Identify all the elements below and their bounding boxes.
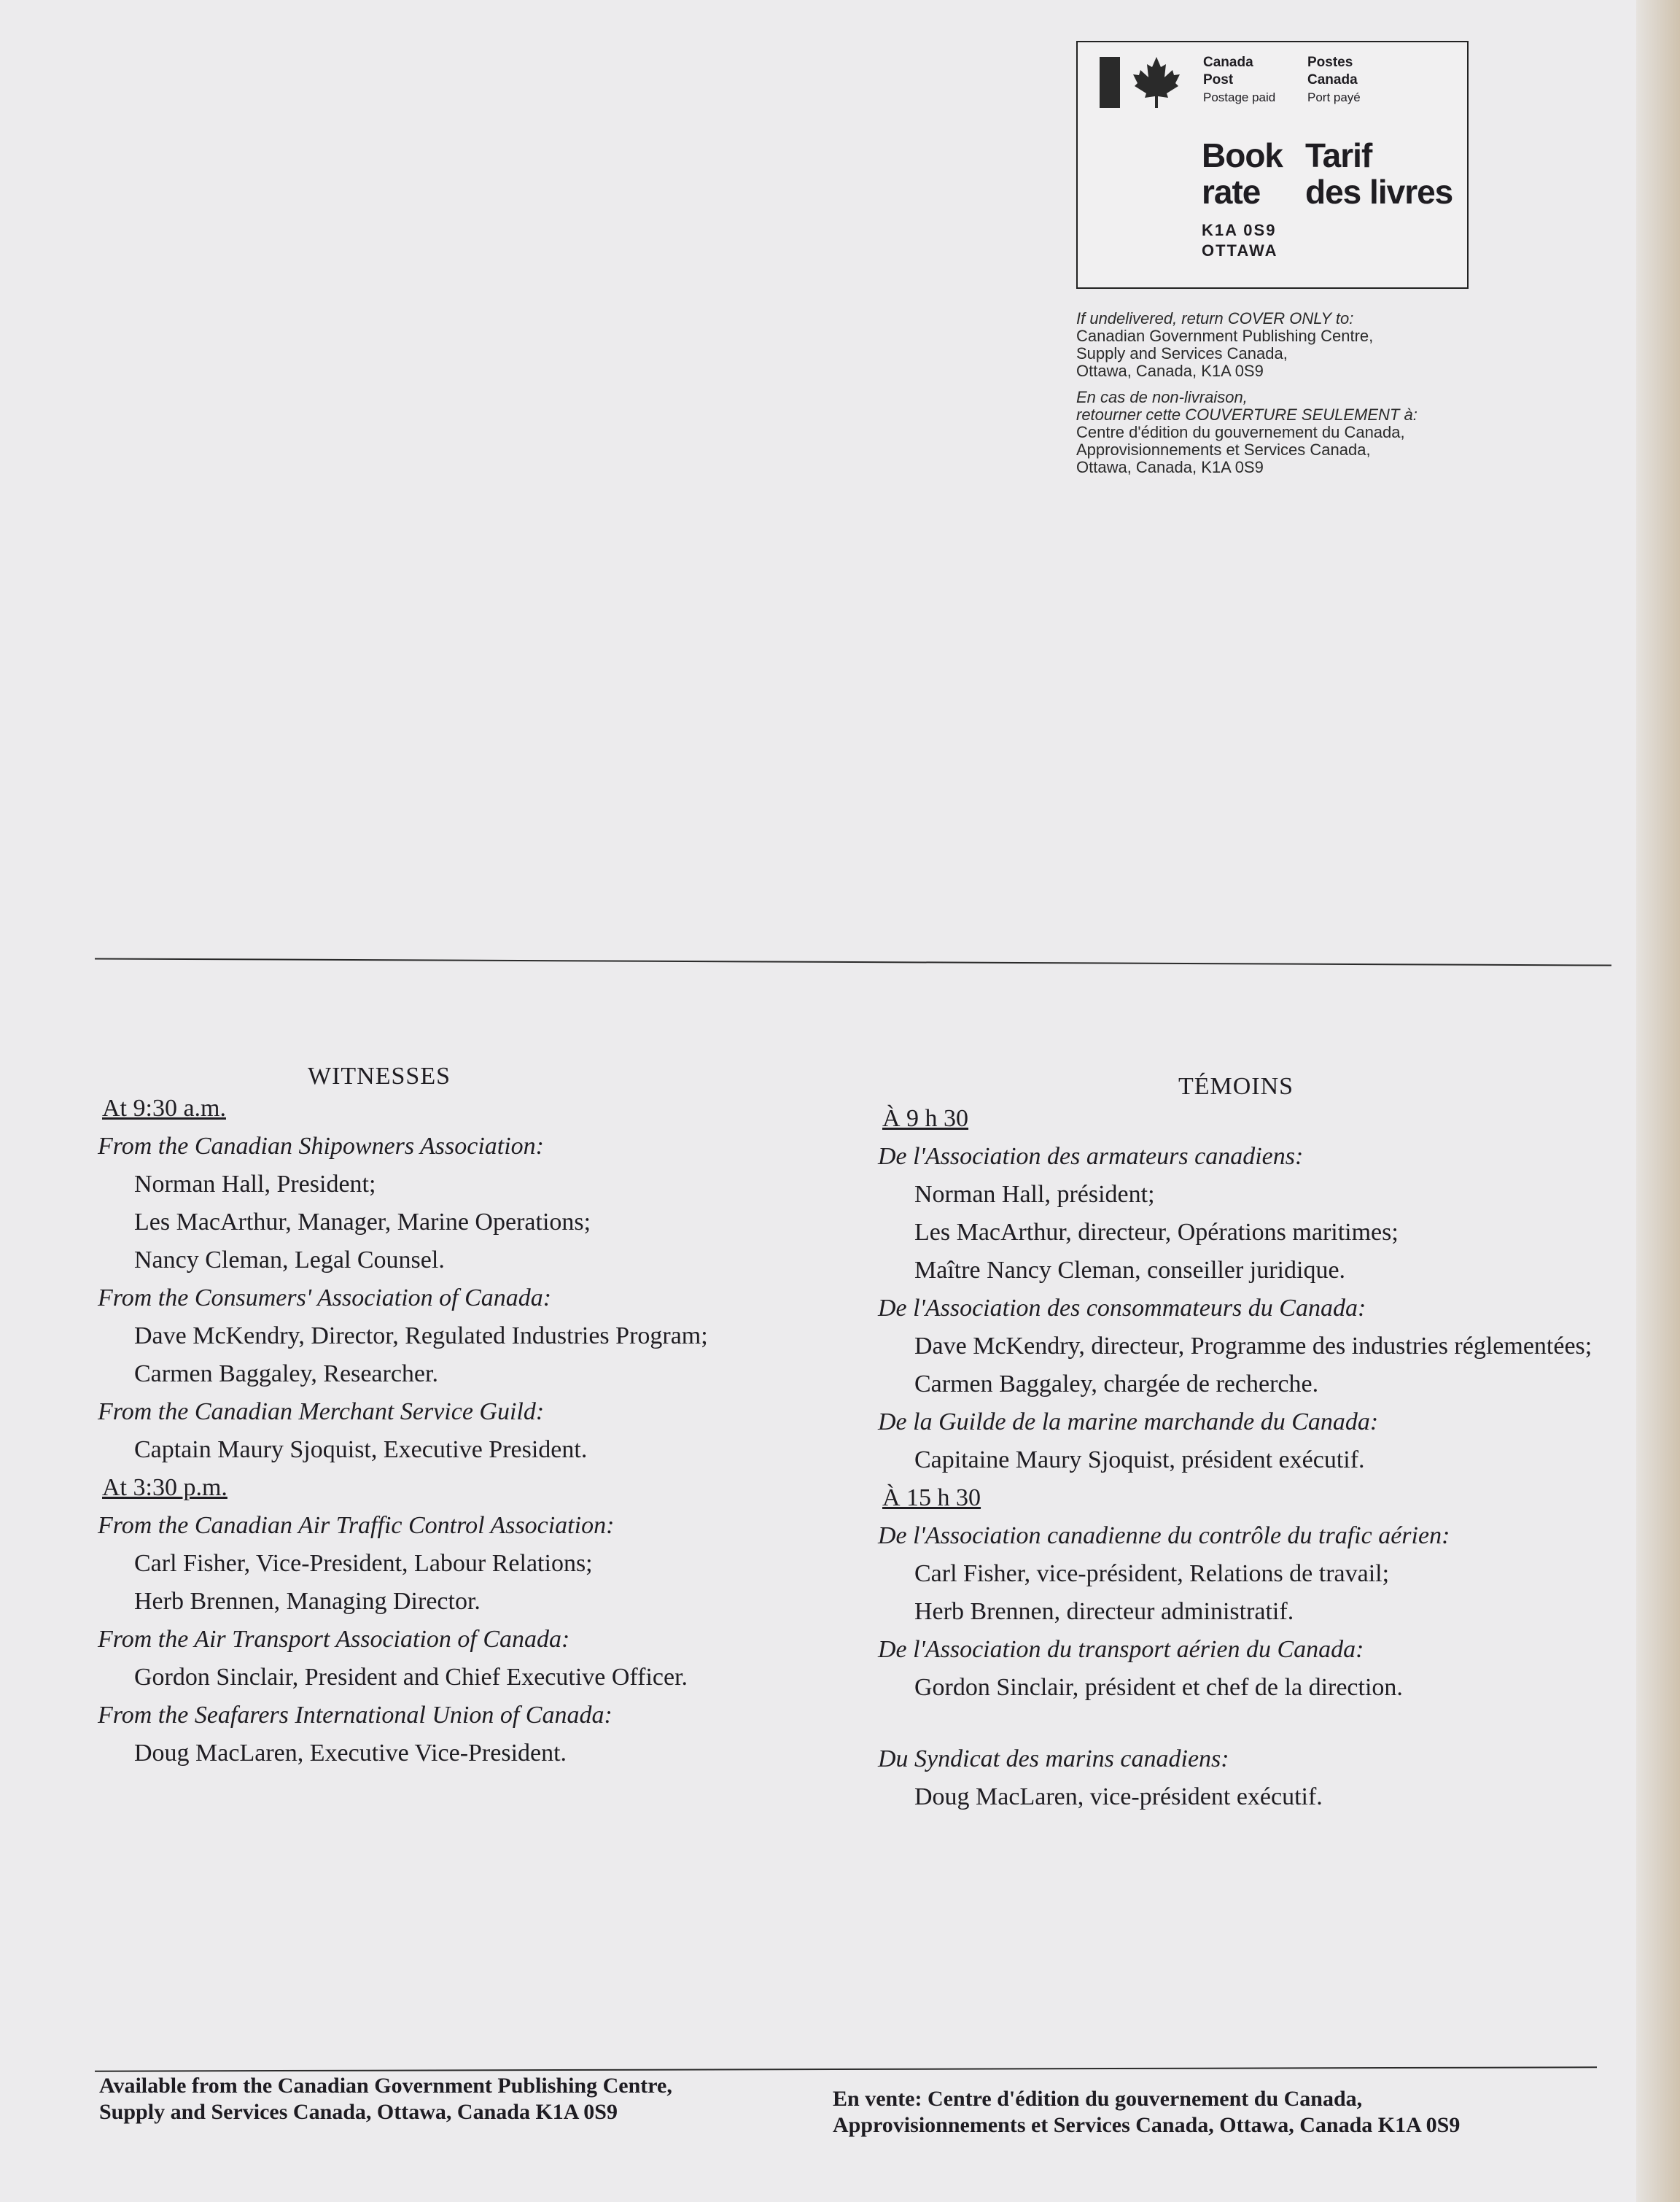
indicia-postal-code: K1A 0S9 OTTAWA (1202, 221, 1278, 260)
organization-name: From the Seafarers International Union of Canada: (98, 1702, 612, 1729)
bottom-divider (95, 2066, 1597, 2071)
witness-entry: Norman Hall, President; (134, 1171, 376, 1198)
return-intro-fr: retourner cette COUVERTURE SEULEMENT à: (1076, 406, 1418, 424)
witness-entry: Les MacArthur, Manager, Marine Operations; (134, 1209, 591, 1236)
witness-entry: Carmen Baggaley, Researcher. (134, 1360, 438, 1387)
organization-name: From the Consumers' Association of Canada: (98, 1284, 552, 1311)
witness-entry: Herb Brennen, Managing Director. (134, 1588, 481, 1615)
book-rate-label: Book rate (1202, 136, 1283, 211)
session-time: À 15 h 30 (882, 1484, 981, 1511)
witnesses-column (88, 1062, 831, 1777)
temoins-column (868, 1072, 1619, 1821)
witness-entry: Maître Nancy Cleman, conseiller juridique. (914, 1257, 1346, 1284)
return-line: Centre d'édition du gouvernement du Canada, (1076, 423, 1405, 441)
witness-entry: Gordon Sinclair, President and Chief Executive Officer. (134, 1664, 688, 1691)
flag-bar (1100, 57, 1120, 108)
session-time: At 3:30 p.m. (102, 1474, 228, 1501)
witness-entry: Norman Hall, président; (914, 1181, 1155, 1208)
availability-note-en: Available from the Canadian Government Publishing Centre, Supply and Services Canada, Ottawa, Canada K1A 0S9 (99, 2074, 672, 2124)
return-line: Ottawa, Canada, K1A 0S9 (1076, 458, 1264, 476)
postage-indicia (1076, 41, 1469, 289)
witness-entry: Capitaine Maury Sjoquist, président exécutif. (914, 1446, 1365, 1473)
organization-name: From the Air Transport Association of Canada: (98, 1626, 570, 1653)
witness-entry: Captain Maury Sjoquist, Executive President. (134, 1436, 588, 1463)
witness-entry: Les MacArthur, directeur, Opérations maritimes; (914, 1219, 1399, 1246)
organization-name: From the Canadian Air Traffic Control Association: (98, 1512, 615, 1539)
witness-entry: Dave McKendry, Director, Regulated Industries Program; (134, 1322, 708, 1349)
return-intro-en: If undelivered, return COVER ONLY to: (1076, 309, 1354, 327)
page-edge (1636, 0, 1680, 2202)
top-divider (95, 958, 1611, 966)
postes-canada-label: Postes Canada Port payé (1307, 55, 1361, 104)
session-time: À 9 h 30 (882, 1105, 969, 1132)
return-intro-fr: En cas de non-livraison, (1076, 388, 1248, 406)
return-line: Approvisionnements et Services Canada, (1076, 441, 1371, 459)
session-time: At 9:30 a.m. (102, 1095, 226, 1122)
witness-entry: Carmen Baggaley, chargée de recherche. (914, 1371, 1319, 1397)
organization-name: De l'Association du transport aérien du Canada: (878, 1636, 1364, 1663)
organization-name: De la Guilde de la marine marchande du Canada: (878, 1408, 1379, 1435)
temoins-heading: TÉMOINS (1178, 1073, 1294, 1100)
return-address (1076, 310, 1543, 476)
organization-name: Du Syndicat des marins canadiens: (878, 1745, 1229, 1772)
organization-name: De l'Association des consommateurs du Canada: (878, 1295, 1366, 1322)
maple-leaf-icon (1132, 55, 1181, 109)
return-line: Supply and Services Canada, (1076, 344, 1288, 363)
witness-entry: Carl Fisher, vice-président, Relations de travail; (914, 1560, 1390, 1587)
organization-name: From the Canadian Shipowners Association: (98, 1133, 544, 1160)
organization-name: De l'Association des armateurs canadiens: (878, 1143, 1304, 1170)
return-line: Ottawa, Canada, K1A 0S9 (1076, 362, 1264, 380)
tarif-livres-label: Tarif des livres (1305, 136, 1453, 211)
witness-entry: Dave McKendry, directeur, Programme des industries réglementées; (914, 1333, 1592, 1360)
return-line: Canadian Government Publishing Centre, (1076, 327, 1374, 345)
witness-entry: Doug MacLaren, vice-président exécutif. (914, 1783, 1323, 1810)
witness-entry: Carl Fisher, Vice-President, Labour Relations; (134, 1550, 593, 1577)
canada-post-label: Canada Post Postage paid (1203, 55, 1276, 104)
organization-name: De l'Association canadienne du contrôle du trafic aérien: (878, 1522, 1450, 1549)
organization-name: From the Canadian Merchant Service Guild: (98, 1398, 545, 1425)
availability-note-fr: En vente: Centre d'édition du gouvernement du Canada, Approvisionnements et Services Canada, Ottawa, Canada K1A 0S9 (833, 2087, 1461, 2137)
witness-entry: Herb Brennen, directeur administratif. (914, 1598, 1294, 1625)
witness-entry: Doug MacLaren, Executive Vice-President. (134, 1740, 567, 1767)
witnesses-heading: WITNESSES (308, 1063, 451, 1090)
witness-entry: Nancy Cleman, Legal Counsel. (134, 1247, 445, 1273)
witness-entry: Gordon Sinclair, président et chef de la direction. (914, 1674, 1403, 1701)
